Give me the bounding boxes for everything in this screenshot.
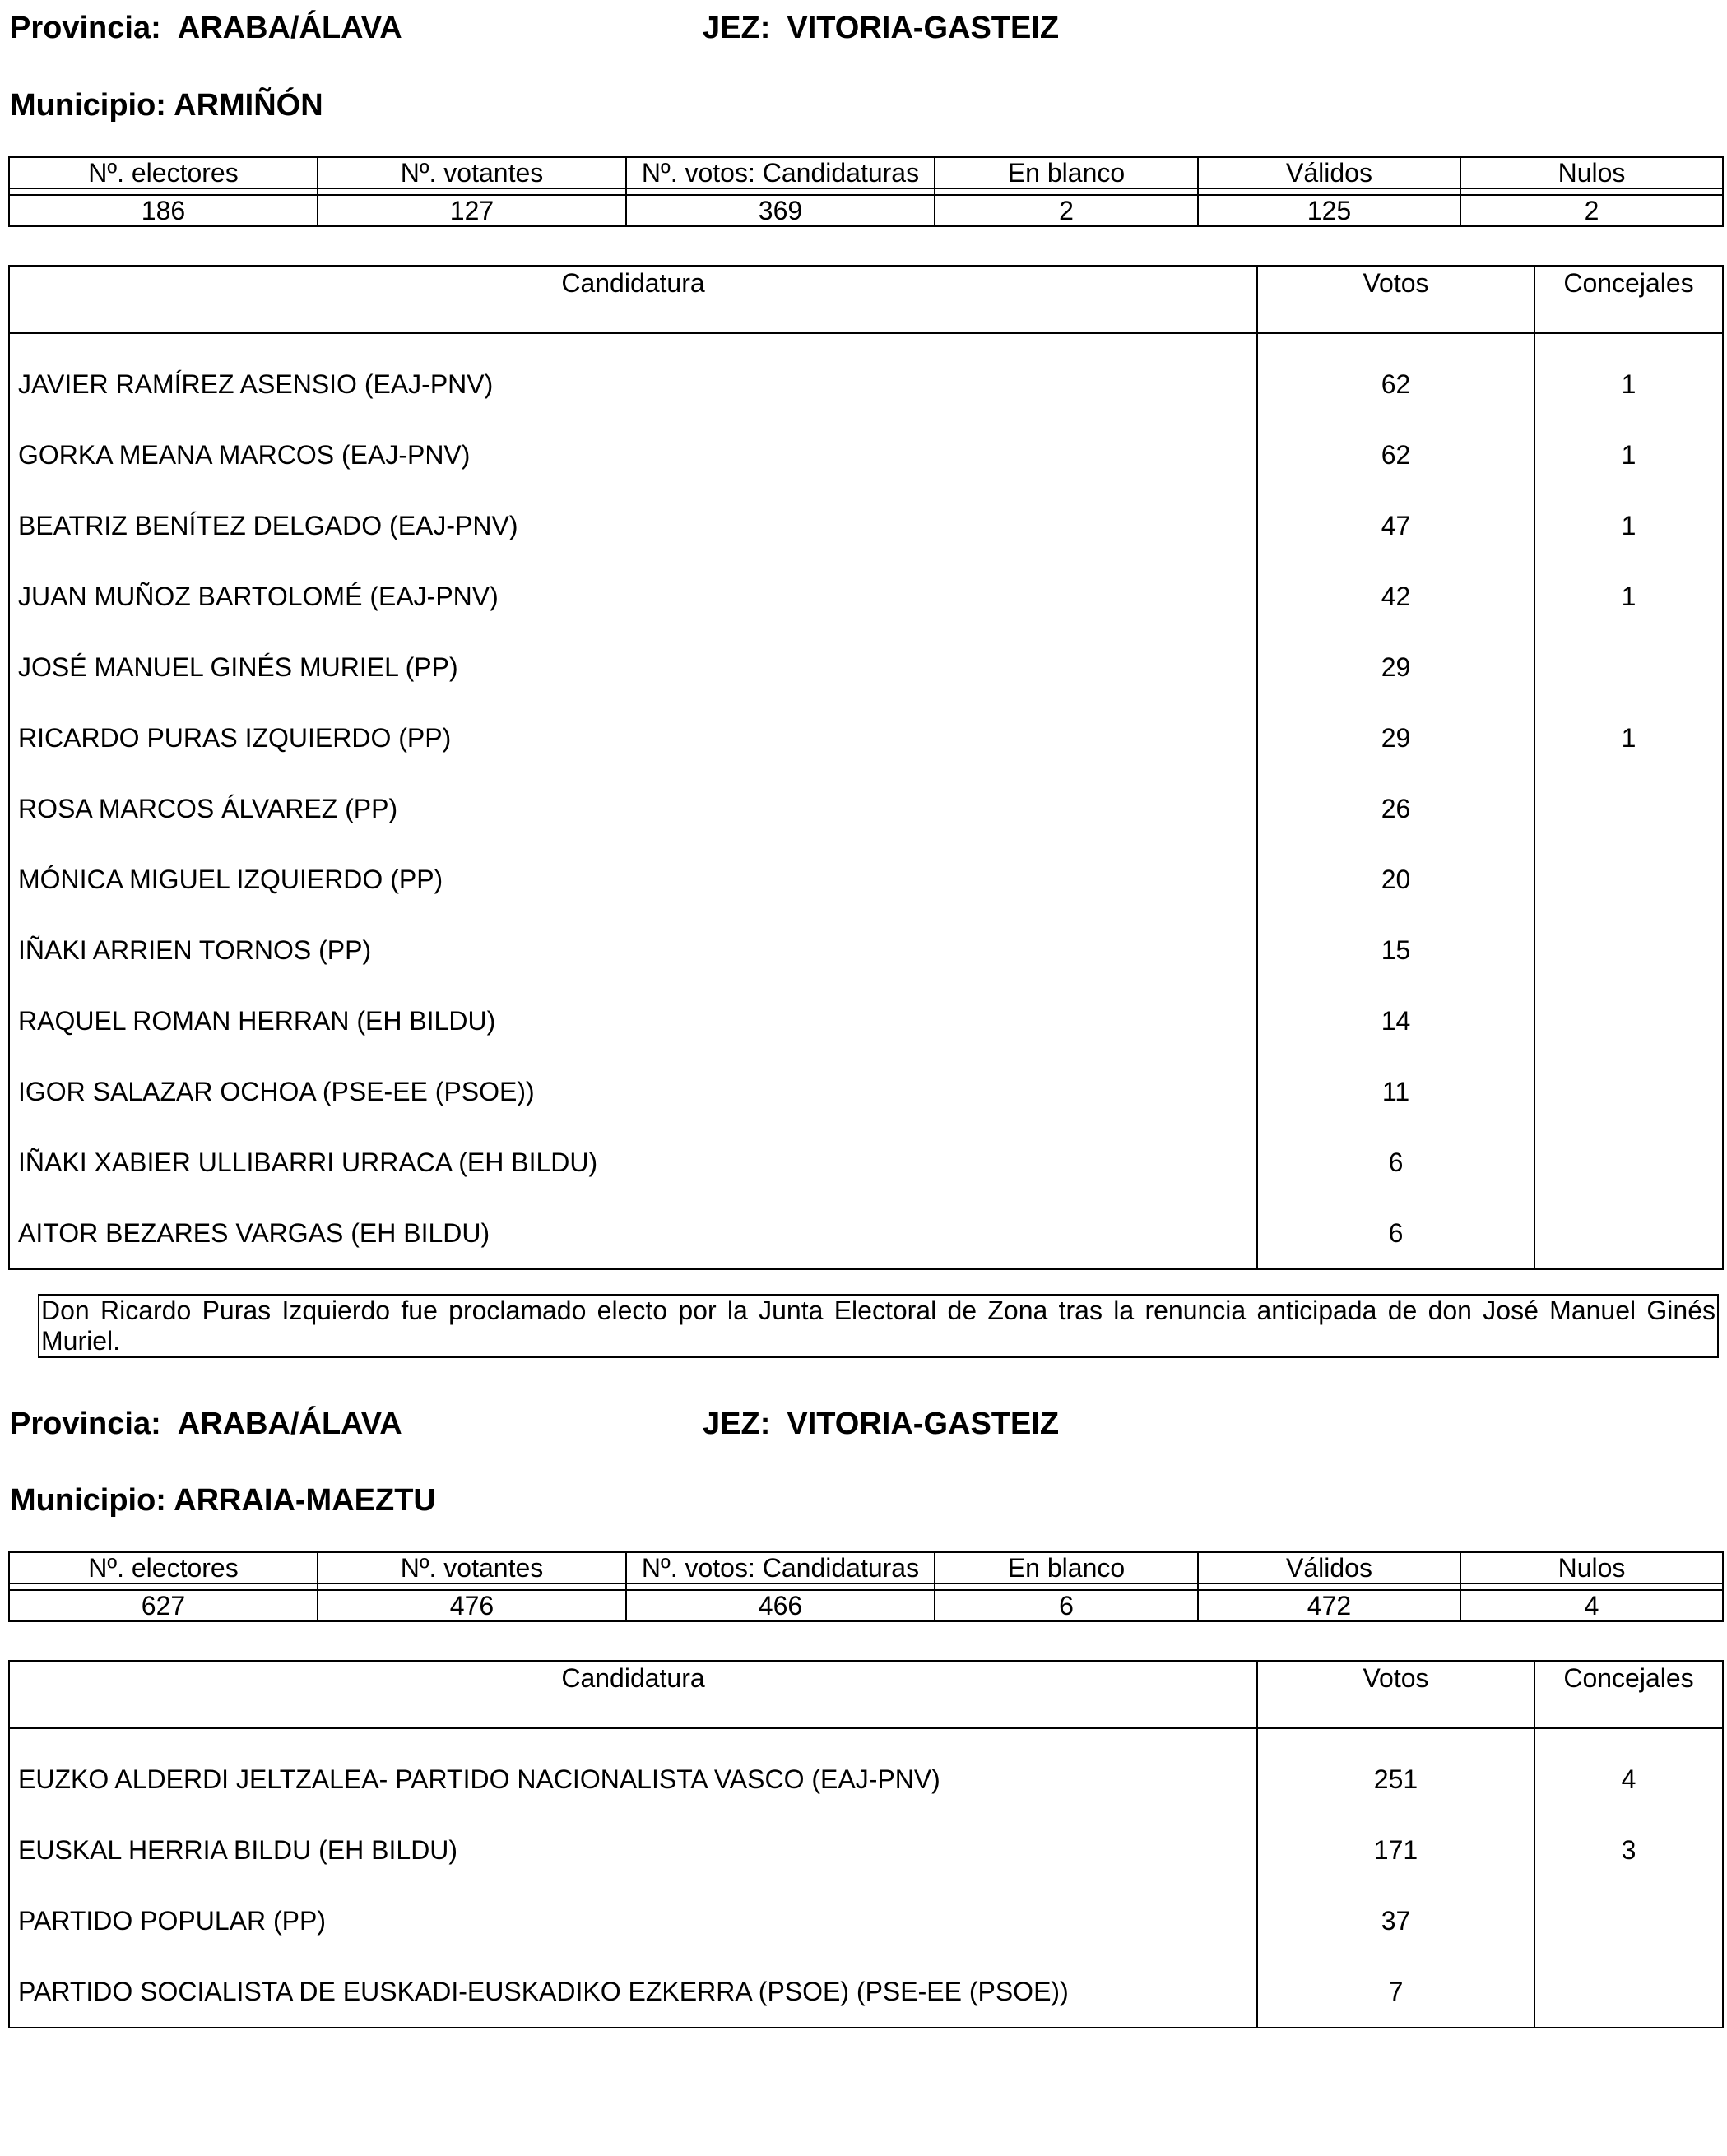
candidate-votes: 20: [1257, 844, 1534, 915]
municipio-value: ARRAIA-MAEZTU: [174, 1483, 436, 1518]
jez-heading: JEZ: VITORIA-GASTEIZ: [703, 11, 1060, 45]
table-row: [9, 1744, 1723, 1815]
votos-header: Votos: [1257, 1661, 1534, 1728]
candidate-seats: 1: [1534, 561, 1723, 632]
table-row: [9, 702, 1723, 773]
votantes-value: 127: [318, 195, 626, 226]
candidate-name: AITOR BEZARES VARGAS (EH BILDU): [18, 1217, 490, 1248]
candidate-seats: [1534, 844, 1723, 915]
votos-candidaturas-value: 466: [626, 1590, 935, 1621]
table-row: [9, 420, 1723, 490]
candidate-seats: [1534, 1956, 1723, 2028]
table-row: [9, 773, 1723, 844]
candidate-votes: 15: [1257, 915, 1534, 985]
candidate-seats: [1534, 915, 1723, 985]
candidatura-header: Candidatura: [9, 266, 1257, 333]
votos-candidaturas-header: Nº. votos: Candidaturas: [626, 157, 935, 188]
en-blanco-value: 2: [935, 195, 1198, 226]
electores-header: Nº. electores: [9, 1552, 318, 1583]
candidate-votes: 29: [1257, 632, 1534, 702]
candidates-header-row: [9, 1661, 1723, 1728]
note-box: [38, 1294, 1719, 1358]
validos-value: 125: [1198, 195, 1460, 226]
provincia-heading: Provincia: ARABA/ÁLAVA: [10, 11, 402, 45]
table-row: [9, 561, 1723, 632]
table-row: [9, 1056, 1723, 1127]
note-text: Don Ricardo Puras Izquierdo fue proclamado electo por la Junta Electoral de Zona tras la renuncia anticipada de don José Manuel Ginés Muriel.: [41, 1296, 1715, 1356]
candidate-seats: [1534, 632, 1723, 702]
table-row: [9, 985, 1723, 1056]
candidate-votes: 11: [1257, 1056, 1534, 1127]
stats-header-row: [9, 157, 1723, 188]
nulos-value: 2: [1460, 195, 1723, 226]
votantes-header: Nº. votantes: [318, 157, 626, 188]
stats-table-armiñon: [8, 156, 1722, 227]
candidate-votes: 29: [1257, 702, 1534, 773]
table-row: [9, 1198, 1723, 1269]
nulos-header: Nulos: [1460, 157, 1723, 188]
table-row: [9, 632, 1723, 702]
candidate-votes: 6: [1257, 1127, 1534, 1198]
candidate-seats: 1: [1534, 420, 1723, 490]
stats-value-row: [9, 1590, 1723, 1621]
validos-header: Válidos: [1198, 1552, 1460, 1583]
en-blanco-header: En blanco: [935, 1552, 1198, 1583]
votantes-header: Nº. votantes: [318, 1552, 626, 1583]
candidate-name: PARTIDO POPULAR (PP): [18, 1905, 326, 1936]
candidate-name: BEATRIZ BENÍTEZ DELGADO (EAJ-PNV): [18, 510, 518, 540]
electores-value: 186: [9, 195, 318, 226]
candidates-table-armiñon: [8, 265, 1722, 1270]
candidate-votes: 47: [1257, 490, 1534, 561]
provincia-value: ARABA/ÁLAVA: [177, 11, 402, 45]
candidates-table-arraia-maeztu: [8, 1660, 1722, 2028]
candidate-seats: [1534, 1127, 1723, 1198]
validos-value: 472: [1198, 1590, 1460, 1621]
candidate-name: IÑAKI XABIER ULLIBARRI URRACA (EH BILDU): [18, 1147, 598, 1177]
stats-header-row: [9, 1552, 1723, 1583]
table-row: [9, 1127, 1723, 1198]
candidate-name: JOSÉ MANUEL GINÉS MURIEL (PP): [18, 651, 458, 682]
votos-header: Votos: [1257, 266, 1534, 333]
table-row: [9, 915, 1723, 985]
candidate-votes: 171: [1257, 1815, 1534, 1885]
candidate-votes: 14: [1257, 985, 1534, 1056]
jez-value: VITORIA-GASTEIZ: [787, 1407, 1060, 1441]
candidate-seats: 1: [1534, 702, 1723, 773]
jez-heading: JEZ: VITORIA-GASTEIZ: [703, 1407, 1060, 1441]
candidate-name: GORKA MEANA MARCOS (EAJ-PNV): [18, 439, 471, 470]
provincia-heading: Provincia: ARABA/ÁLAVA: [10, 1407, 402, 1441]
en-blanco-header: En blanco: [935, 157, 1198, 188]
candidate-name: JAVIER RAMÍREZ ASENSIO (EAJ-PNV): [18, 369, 494, 399]
candidate-seats: [1534, 985, 1723, 1056]
table-row: [9, 1956, 1723, 2028]
candidates-header-row: [9, 266, 1723, 333]
candidate-votes: 6: [1257, 1198, 1534, 1269]
stats-table-arraia-maeztu: [8, 1551, 1722, 1622]
electores-header: Nº. electores: [9, 157, 318, 188]
candidatura-header: Candidatura: [9, 1661, 1257, 1728]
candidate-name: JUAN MUÑOZ BARTOLOMÉ (EAJ-PNV): [18, 581, 499, 611]
candidate-votes: 42: [1257, 561, 1534, 632]
municipio-value: ARMIÑÓN: [174, 88, 323, 123]
candidate-name: PARTIDO SOCIALISTA DE EUSKADI-EUSKADIKO EZKERRA (PSOE) (PSE-EE (PSOE)): [18, 1976, 1069, 2006]
municipio-heading: Municipio: ARRAIA-MAEZTU: [10, 1483, 436, 1518]
votos-candidaturas-header: Nº. votos: Candidaturas: [626, 1552, 935, 1583]
table-row: [9, 1885, 1723, 1956]
candidate-name: MÓNICA MIGUEL IZQUIERDO (PP): [18, 864, 443, 894]
candidate-seats: [1534, 773, 1723, 844]
candidate-votes: 26: [1257, 773, 1534, 844]
candidate-votes: 7: [1257, 1956, 1534, 2028]
candidate-seats: [1534, 1056, 1723, 1127]
candidate-seats: [1534, 1198, 1723, 1269]
provincia-value: ARABA/ÁLAVA: [177, 1407, 402, 1441]
candidate-name: IÑAKI ARRIEN TORNOS (PP): [18, 934, 372, 965]
nulos-value: 4: [1460, 1590, 1723, 1621]
validos-header: Válidos: [1198, 157, 1460, 188]
table-row: [9, 844, 1723, 915]
en-blanco-value: 6: [935, 1590, 1198, 1621]
table-row: [9, 1815, 1723, 1885]
candidate-name: ROSA MARCOS ÁLVAREZ (PP): [18, 793, 398, 823]
candidate-name: EUSKAL HERRIA BILDU (EH BILDU): [18, 1834, 458, 1865]
votos-candidaturas-value: 369: [626, 195, 935, 226]
candidate-votes: 251: [1257, 1744, 1534, 1815]
candidate-votes: 37: [1257, 1885, 1534, 1956]
municipio-heading: Municipio: ARMIÑÓN: [10, 88, 323, 123]
electores-value: 627: [9, 1590, 318, 1621]
candidate-seats: 1: [1534, 490, 1723, 561]
candidate-seats: 4: [1534, 1744, 1723, 1815]
stats-value-row: [9, 195, 1723, 226]
votantes-value: 476: [318, 1590, 626, 1621]
candidate-seats: [1534, 1885, 1723, 1956]
concejales-header: Concejales: [1534, 1661, 1723, 1728]
candidate-name: IGOR SALAZAR OCHOA (PSE-EE (PSOE)): [18, 1076, 535, 1106]
table-row: [9, 490, 1723, 561]
candidate-seats: 1: [1534, 349, 1723, 420]
candidate-name: RICARDO PURAS IZQUIERDO (PP): [18, 722, 452, 753]
nulos-header: Nulos: [1460, 1552, 1723, 1583]
table-row: [9, 349, 1723, 420]
candidate-votes: 62: [1257, 420, 1534, 490]
candidate-votes: 62: [1257, 349, 1534, 420]
candidate-name: RAQUEL ROMAN HERRAN (EH BILDU): [18, 1005, 496, 1036]
concejales-header: Concejales: [1534, 266, 1723, 333]
candidate-name: EUZKO ALDERDI JELTZALEA- PARTIDO NACIONALISTA VASCO (EAJ-PNV): [18, 1764, 940, 1794]
jez-value: VITORIA-GASTEIZ: [787, 11, 1060, 45]
candidate-seats: 3: [1534, 1815, 1723, 1885]
